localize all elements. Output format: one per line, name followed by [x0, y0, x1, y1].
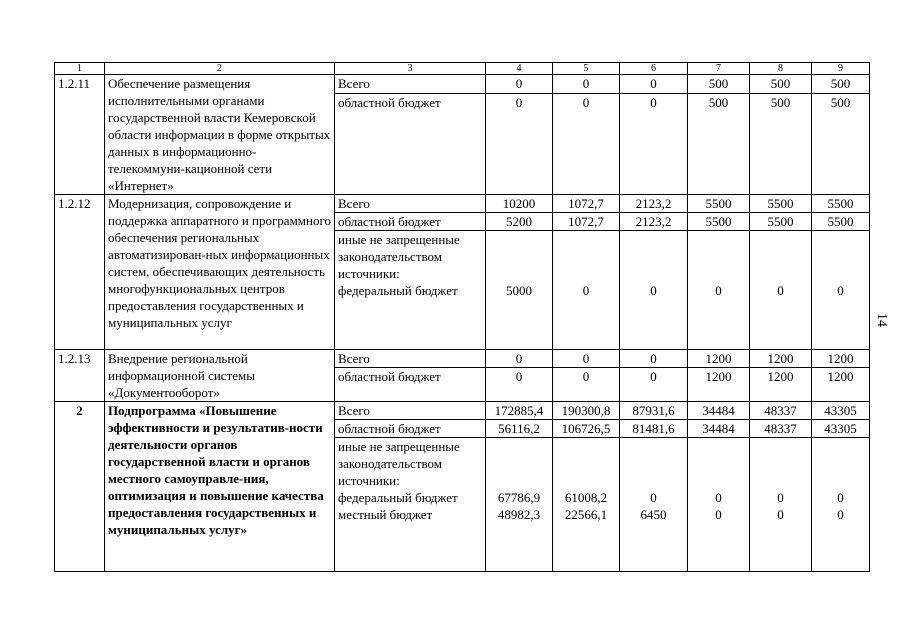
value-cell: 190300,8	[553, 402, 620, 420]
column-number: 5	[553, 63, 620, 75]
value-cell: 0	[620, 75, 688, 94]
value-cell: 500	[812, 75, 870, 94]
column-number: 3	[335, 63, 486, 75]
value-cell: 0	[553, 350, 620, 368]
table-row	[55, 402, 870, 420]
value-cell: 2123,2	[620, 195, 688, 213]
value-cell: 500	[812, 94, 870, 195]
source-line: законодательством	[338, 249, 443, 264]
row-code: 1.2.13	[55, 350, 105, 402]
value-cell: 1200	[688, 350, 750, 368]
value-cell: 1072,7	[553, 195, 620, 213]
value-cell: 1200	[750, 368, 812, 402]
value-cell	[688, 231, 750, 350]
value-cell: 1200	[812, 368, 870, 402]
value-cell: 1200	[688, 368, 750, 402]
value: 0	[837, 507, 844, 522]
value-cell: 0	[486, 75, 553, 94]
value-cell: 0	[553, 368, 620, 402]
row-code: 2	[55, 402, 105, 572]
value: 6450	[640, 507, 667, 522]
value: 0	[837, 283, 844, 298]
value-cell: 1200	[750, 350, 812, 368]
value-cell: 5500	[812, 213, 870, 231]
source-cell: областной бюджет	[335, 368, 486, 402]
value-cell	[812, 438, 870, 572]
value-cell: 0	[553, 75, 620, 94]
value-cell: 5500	[812, 195, 870, 213]
value: 0	[777, 490, 784, 505]
source-line: иные не запрещенные	[338, 232, 460, 247]
value-cell	[486, 231, 553, 350]
source-line: источники:	[338, 266, 400, 281]
source-cell: Всего	[335, 350, 486, 368]
value-cell	[688, 438, 750, 572]
source-cell: областной бюджет	[335, 94, 486, 195]
value: 0	[715, 490, 722, 505]
source-line: местный бюджет	[338, 507, 433, 522]
value-cell	[812, 231, 870, 350]
value: 0	[777, 283, 784, 298]
source-line: источники:	[338, 473, 400, 488]
value-cell: 10200	[486, 195, 553, 213]
table-row	[55, 195, 870, 213]
value-cell: 5500	[750, 195, 812, 213]
value-cell: 0	[486, 350, 553, 368]
value-cell: 5500	[750, 213, 812, 231]
value-cell: 500	[750, 94, 812, 195]
value: 5000	[506, 283, 532, 298]
value-cell	[750, 231, 812, 350]
value: 22566,1	[564, 507, 608, 522]
value-cell: 0	[620, 350, 688, 368]
value-cell: 0	[620, 368, 688, 402]
value: 0	[777, 507, 784, 522]
page-number: 14	[874, 313, 889, 327]
source-line: иные не запрещенные	[338, 439, 460, 454]
row-name: Модернизация, сопровождение и поддержка аппаратного и программного обеспечения региональных автоматизирован-ных информационных систем, обеспечивающих деятельность многофункциональных центров предоставления государственных и муниципальных услуг	[105, 195, 335, 350]
column-number: 7	[688, 63, 750, 75]
table-row	[55, 75, 870, 94]
value-cell: 5500	[688, 195, 750, 213]
source-cell: Всего	[335, 195, 486, 213]
value-cell	[620, 231, 688, 350]
value-cell: 1072,7	[553, 213, 620, 231]
value-cell	[486, 438, 553, 572]
source-line: федеральный бюджет	[338, 490, 458, 505]
value-cell: 48337	[750, 420, 812, 438]
value-cell: 172885,4	[486, 402, 553, 420]
value-cell: 48337	[750, 402, 812, 420]
value: 0	[715, 283, 722, 298]
source-cell: областной бюджет	[335, 420, 486, 438]
row-name: Подпрограмма «Повышение эффективности и результатив-ности деятельности органов государственной власти и органов местного самоуправле-ния, оптимизация и повышение качества предоставления государственных и муниципальных услуг»	[105, 402, 335, 572]
row-code: 1.2.11	[55, 75, 105, 195]
source-cell: областной бюджет	[335, 213, 486, 231]
value-cell: 43305	[812, 420, 870, 438]
value-cell	[553, 231, 620, 350]
budget-table	[54, 62, 870, 572]
source-cell: Всего	[335, 75, 486, 94]
column-number: 4	[486, 63, 553, 75]
row-code: 1.2.12	[55, 195, 105, 350]
value-cell: 106726,5	[553, 420, 620, 438]
value-cell: 87931,6	[620, 402, 688, 420]
value-cell: 5200	[486, 213, 553, 231]
value-cell: 500	[688, 94, 750, 195]
value-cell: 0	[486, 368, 553, 402]
column-number: 1	[55, 63, 105, 75]
value-cell: 500	[688, 75, 750, 94]
source-line: законодательством	[338, 456, 443, 471]
value-cell: 5500	[688, 213, 750, 231]
value: 48982,3	[497, 507, 541, 522]
row-name: Обеспечение размещения исполнительными органами государственной власти Кемеровской области информации в форме открытых данных в информационно-телекоммуни-кационной сети «Интернет»	[105, 75, 335, 195]
value: 61008,2	[564, 490, 608, 505]
value-cell: 43305	[812, 402, 870, 420]
value: 0	[650, 490, 657, 505]
value-cell: 0	[486, 94, 553, 195]
value-cell: 0	[553, 94, 620, 195]
value-cell	[750, 438, 812, 572]
column-number: 6	[620, 63, 688, 75]
column-number: 8	[750, 63, 812, 75]
column-number-row	[55, 63, 870, 75]
value-cell: 34484	[688, 420, 750, 438]
value-cell: 1200	[812, 350, 870, 368]
source-cell: Всего	[335, 402, 486, 420]
value: 0	[715, 507, 722, 522]
source-line: федеральный бюджет	[338, 283, 458, 298]
value-cell: 56116,2	[486, 420, 553, 438]
value-cell	[553, 438, 620, 572]
value-cell: 2123,2	[620, 213, 688, 231]
value: 0	[582, 283, 590, 298]
row-name: Внедрение региональной информационной системы «Документооборот»	[105, 350, 335, 402]
value-cell: 81481,6	[620, 420, 688, 438]
source-cell	[335, 231, 486, 350]
value: 67786,9	[497, 490, 541, 505]
value-cell: 0	[620, 94, 688, 195]
column-number: 2	[105, 63, 335, 75]
value-cell: 34484	[688, 402, 750, 420]
value: 0	[837, 490, 844, 505]
table-row	[55, 350, 870, 368]
source-cell	[335, 438, 486, 572]
value-cell: 500	[750, 75, 812, 94]
value: 0	[650, 283, 657, 298]
column-number: 9	[812, 63, 870, 75]
value-cell	[620, 438, 688, 572]
